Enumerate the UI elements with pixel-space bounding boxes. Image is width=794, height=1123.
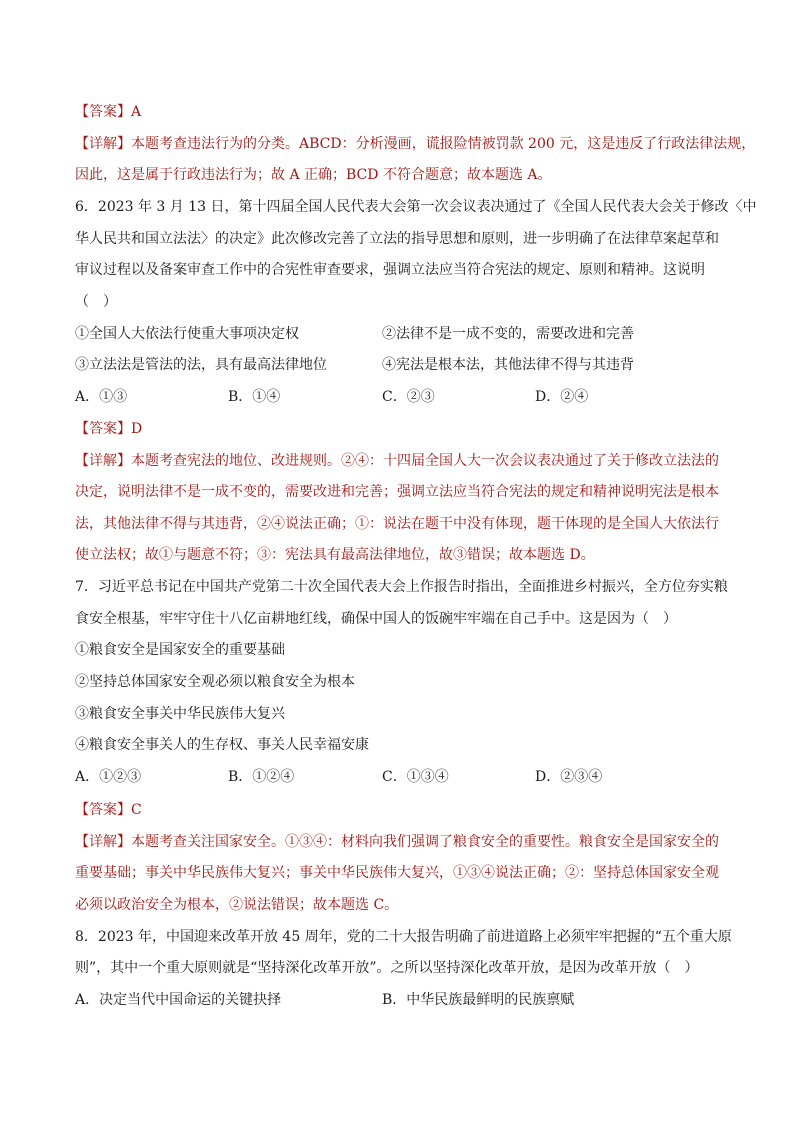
q6-statements-row-1: [75, 325, 725, 343]
q6-detail-line-1: 【详解】本题考查宪法的地位、改进规则。②④：十四届全国人大一次会议表决通过了关于修改立法法的: [75, 453, 719, 469]
q8-option-a: A．决定当代中国命运的关键抉择: [75, 992, 282, 1008]
answer-value: A: [131, 104, 142, 120]
q7-statement-3: ③粮食安全事关中华民族伟大复兴: [75, 706, 285, 722]
detail-tag: 【详解】: [75, 453, 131, 469]
q6-stem-line-1: 6．2023 年 3 月 13 日，第十四届全国人民代表大会第一次会议表决通过了《全国人民代表大会关于修改〈中: [75, 199, 757, 215]
q6-statement-2: ②法律不是一成不变的，需要改进和完善: [382, 326, 634, 342]
q6-detail-line-4: 使立法权；故①与题意不符；③：宪法具有最高法律地位，故③错误；故本题选 D。: [75, 547, 595, 563]
q6-stem-line-2: 华人民共和国立法法〉的决定》此次修改完善了立法的指导思想和原则，进一步明确了在法律草案起草和: [75, 231, 719, 247]
q7-detail-line-3: 必须以政治安全为根本，②说法错误；故本题选 C。: [75, 897, 399, 913]
q6-option-c: C．②③: [382, 389, 435, 405]
q6-statements-row-2: [75, 356, 725, 374]
q5-answer: [75, 103, 725, 121]
answer-tag: 【答案】: [75, 421, 131, 437]
q6-statement-1: ①全国人大依法行使重大事项决定权: [75, 326, 299, 342]
q6-answer: [75, 420, 725, 438]
q7-options-row: [75, 768, 725, 786]
q7-statement-1: ①粮食安全是国家安全的重要基础: [75, 642, 285, 658]
q6-option-d: D．②④: [535, 389, 589, 405]
q7-stem-line-1: 7．习近平总书记在中国共产党第二十次全国代表大会上作报告时指出，全面推进乡村振兴，全方位夯实粮: [75, 579, 728, 595]
q6-statement-3: ③立法法是管法的法，具有最高法律地位: [75, 357, 327, 373]
q6-option-a: A．①③: [75, 389, 128, 405]
q5-detail-line-1: 【详解】本题考查违法行为的分类。ABCD：分析漫画，谎报险情被罚款 200 元，这是违反了行政法律法规，: [75, 136, 756, 152]
q7-statement-4: ④粮食安全事关人的生存权、事关人民幸福安康: [75, 737, 369, 753]
q7-option-c: C．①③④: [382, 769, 449, 785]
q8-option-b: B．中华民族最鲜明的民族禀赋: [382, 992, 575, 1008]
q7-detail-line-1: 【详解】本题考查关注国家安全。①③④：材料向我们强调了粮食安全的重要性。粮食安全是国家安全的: [75, 834, 719, 850]
q8-stem-line-2: 则”，其中一个重大原则就是“坚持深化改革开放”。之所以坚持深化改革开放，是因为改革开放（ ）: [75, 960, 699, 976]
answer-value: D: [131, 421, 143, 437]
q7-option-a: A．①②③: [75, 769, 142, 785]
document-page: [75, 0, 757, 1123]
q7-detail-line-2: 重要基础；事关中华民族伟大复兴；事关中华民族伟大复兴，①③④说法正确；②：坚持总体国家安全观: [75, 865, 719, 881]
q7-option-d: D．②③④: [535, 769, 603, 785]
q5-detail-line-2: 因此，这是属于行政违法行为；故 A 正确；BCD 不符合题意；故本题选 A。: [75, 167, 552, 183]
q6-option-b: B．①④: [228, 389, 281, 405]
q8-options-row: [75, 991, 725, 1009]
q7-option-b: B．①②④: [228, 769, 295, 785]
q6-stem-line-4: （ ）: [75, 294, 117, 310]
detail-tag: 【详解】: [75, 136, 131, 152]
q6-stem-line-3: 审议过程以及备案审查工作中的合宪性审查要求，强调立法应当符合宪法的规定、原则和精神。这说明: [75, 262, 705, 278]
q6-detail-line-2: 决定，说明法律不是一成不变的，需要改进和完善；强调立法应当符合宪法的规定和精神说明宪法是根本: [75, 484, 719, 500]
answer-tag: 【答案】: [75, 104, 131, 120]
q8-stem-line-1: 8．2023 年，中国迎来改革开放 45 周年，党的二十大报告明确了前进道路上必须牢牢把握的“五个重大原: [75, 929, 732, 945]
q6-statement-4: ④宪法是根本法，其他法律不得与其违背: [382, 357, 634, 373]
q7-stem-line-2: 食安全根基，牢牢守住十八亿亩耕地红线，确保中国人的饭碗牢牢端在自己手中。这是因为（ ）: [75, 611, 677, 627]
q7-answer: [75, 801, 725, 819]
detail-tag: 【详解】: [75, 834, 131, 850]
q6-options-row: [75, 388, 725, 406]
q7-statement-2: ②坚持总体国家安全观必须以粮食安全为根本: [75, 674, 355, 690]
q6-detail-line-3: 法，其他法律不得与其违背，②④说法正确；①：说法在题干中没有体现，题干体现的是全国人大依法行: [75, 516, 719, 532]
answer-tag: 【答案】: [75, 802, 131, 818]
answer-value: C: [131, 802, 142, 818]
